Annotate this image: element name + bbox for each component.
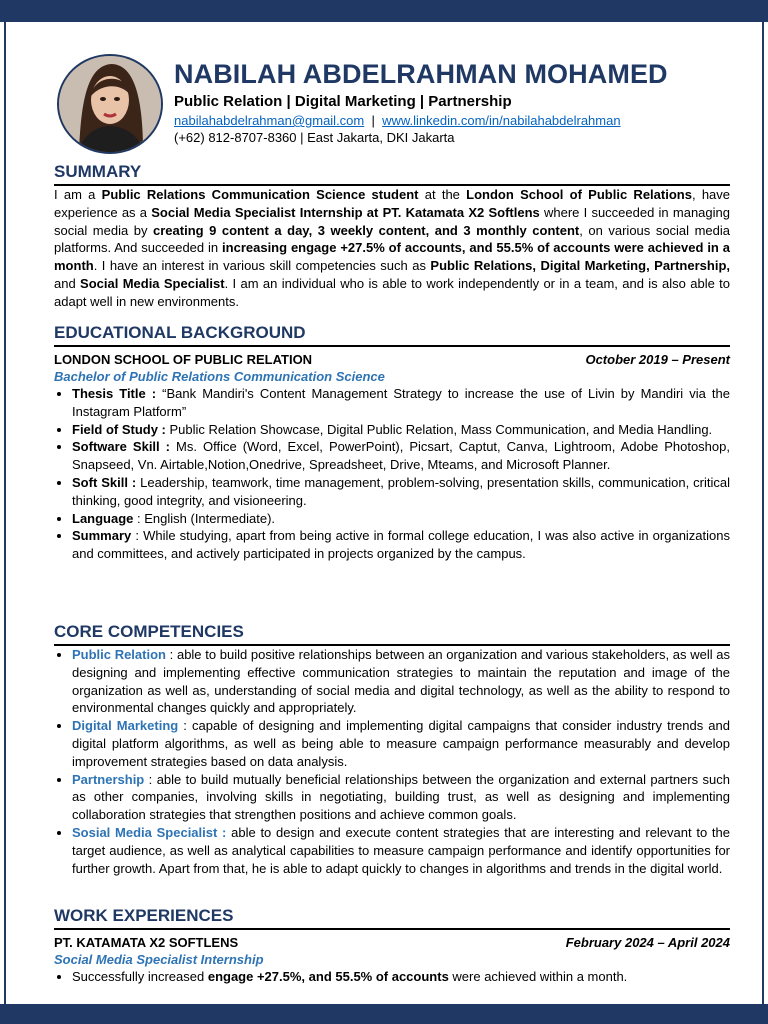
work-details-list bbox=[54, 968, 730, 986]
list-item: • Digital Marketing : capable of designing and implementing digital campaigns that consider industry trends and digital platform algorithms, as well as being able to measure campaign performance measurably and develop improvement strategies based on data analysis. bbox=[72, 717, 730, 770]
section-divider bbox=[54, 345, 730, 347]
right-border bbox=[762, 22, 764, 1004]
work-date: February 2024 – April 2024 bbox=[565, 935, 730, 950]
school-name: LONDON SCHOOL OF PUBLIC RELATION bbox=[54, 352, 313, 367]
candidate-name: NABILAH ABDELRAHMAN MOHAMED bbox=[174, 59, 668, 89]
competencies-title: CORE COMPETENCIES bbox=[54, 622, 244, 641]
list-item: • Partnership : able to build mutually beneficial relationships between the organization and external partners such as other companies, involving skills in negotiating, building trust, as well as designing and implementing collaboration strategies that strengthen positions and achieve common goals. bbox=[72, 771, 730, 824]
work-title: WORK EXPERIENCES bbox=[54, 906, 234, 925]
left-border bbox=[4, 22, 6, 1004]
education-section bbox=[54, 323, 730, 563]
list-item: • Language : English (Intermediate). bbox=[72, 510, 730, 528]
section-divider bbox=[54, 928, 730, 930]
list-item: • Sosial Media Specialist : able to design and execute content strategies that are interesting and relevant to the target audience, as well as analytical capabilities to measure campaign performance and identify opportunities for further growth. Apart from that, he is able to adapt quickly to changes in algorithms and trends in the digital world. bbox=[72, 824, 730, 877]
competencies-list bbox=[54, 646, 730, 877]
list-item: • Soft Skill : Leadership, teamwork, time management, problem-solving, presentation skills, communication, critical thinking, good integrity, and visioneering. bbox=[72, 474, 730, 510]
list-item: • Field of Study : Public Relation Showcase, Digital Public Relation, Mass Communication, and Media Handling. bbox=[72, 421, 730, 439]
company-name: PT. KATAMATA X2 SOFTLENS bbox=[54, 935, 239, 950]
work-entry-header bbox=[54, 934, 730, 952]
competencies-section bbox=[54, 622, 730, 877]
bottom-border-bar bbox=[0, 1004, 768, 1024]
education-date: October 2019 – Present bbox=[585, 352, 730, 367]
phone-location: (+62) 812-8707-8360 | East Jakarta, DKI Jakarta bbox=[174, 130, 455, 145]
profile-photo bbox=[57, 54, 163, 154]
contact-separator: | bbox=[371, 113, 375, 128]
degree: Bachelor of Public Relations Communication Science bbox=[54, 369, 385, 384]
email-link[interactable]: nabilahabdelrahman@gmail.com bbox=[174, 113, 365, 128]
list-item: • Successfully increased engage +27.5%, and 55.5% of accounts were achieved within a month. bbox=[72, 968, 730, 986]
education-details-list bbox=[54, 385, 730, 563]
top-border-bar bbox=[0, 0, 768, 22]
linkedin-link[interactable]: www.linkedin.com/in/nabilahabdelrahman bbox=[382, 113, 621, 128]
work-section bbox=[54, 906, 730, 986]
list-item: • Summary : While studying, apart from being active in formal college education, I was also active in organizations and committees, and actively participated in projects organized by the campus. bbox=[72, 527, 730, 563]
education-title: EDUCATIONAL BACKGROUND bbox=[54, 323, 306, 342]
list-item: • Software Skill : Ms. Office (Word, Excel, PowerPoint), Picsart, Captut, Canva, Lightroom, Adobe Photoshop, Snapseed, Vn. Airtable,Notion,Onedrive, Spreadsheet, Drive, Mteams, and Microsoft Planner. bbox=[72, 438, 730, 474]
resume-header bbox=[174, 58, 734, 146]
summary-section bbox=[54, 162, 730, 311]
education-entry-header bbox=[54, 351, 730, 369]
contact-links bbox=[174, 112, 734, 129]
summary-title: SUMMARY bbox=[54, 162, 142, 181]
summary-text: I am a Public Relations Communication Science student at the London School of Public Relations, have experience as a Social Media Specialist Internship at PT. Katamata X2 Softlens where I succeeded in managing social media by creating 9 content a day, 3 weekly content, and 3 monthly content, on various social media platforms. And succeeded in increasing engage +27.5% of accounts, and 55.5% of accounts were achieved in a month. I have an interest in various skill competencies such as Public Relations, Digital Marketing, Partnership, and Social Media Specialist. I am an individual who is able to work independently or in a team, and is also able to adapt well in new environments. bbox=[54, 187, 731, 309]
tagline: Public Relation | Digital Marketing | Partnership bbox=[174, 93, 512, 110]
list-item: • Public Relation : able to build positive relationships between an organization and various stakeholders, as well as designing and implementing effective communication strategies to maintain the reputation and image of the organization as well as, understanding of social media and digital technology, as well as the ability to respond to environmental changes quickly and appropriately. bbox=[72, 646, 730, 717]
job-role: Social Media Specialist Internship bbox=[54, 952, 264, 967]
list-item: • Thesis Title : “Bank Mandiri's Content Management Strategy to increase the use of Livin by Mandiri via the Instagram Platform” bbox=[72, 385, 730, 421]
